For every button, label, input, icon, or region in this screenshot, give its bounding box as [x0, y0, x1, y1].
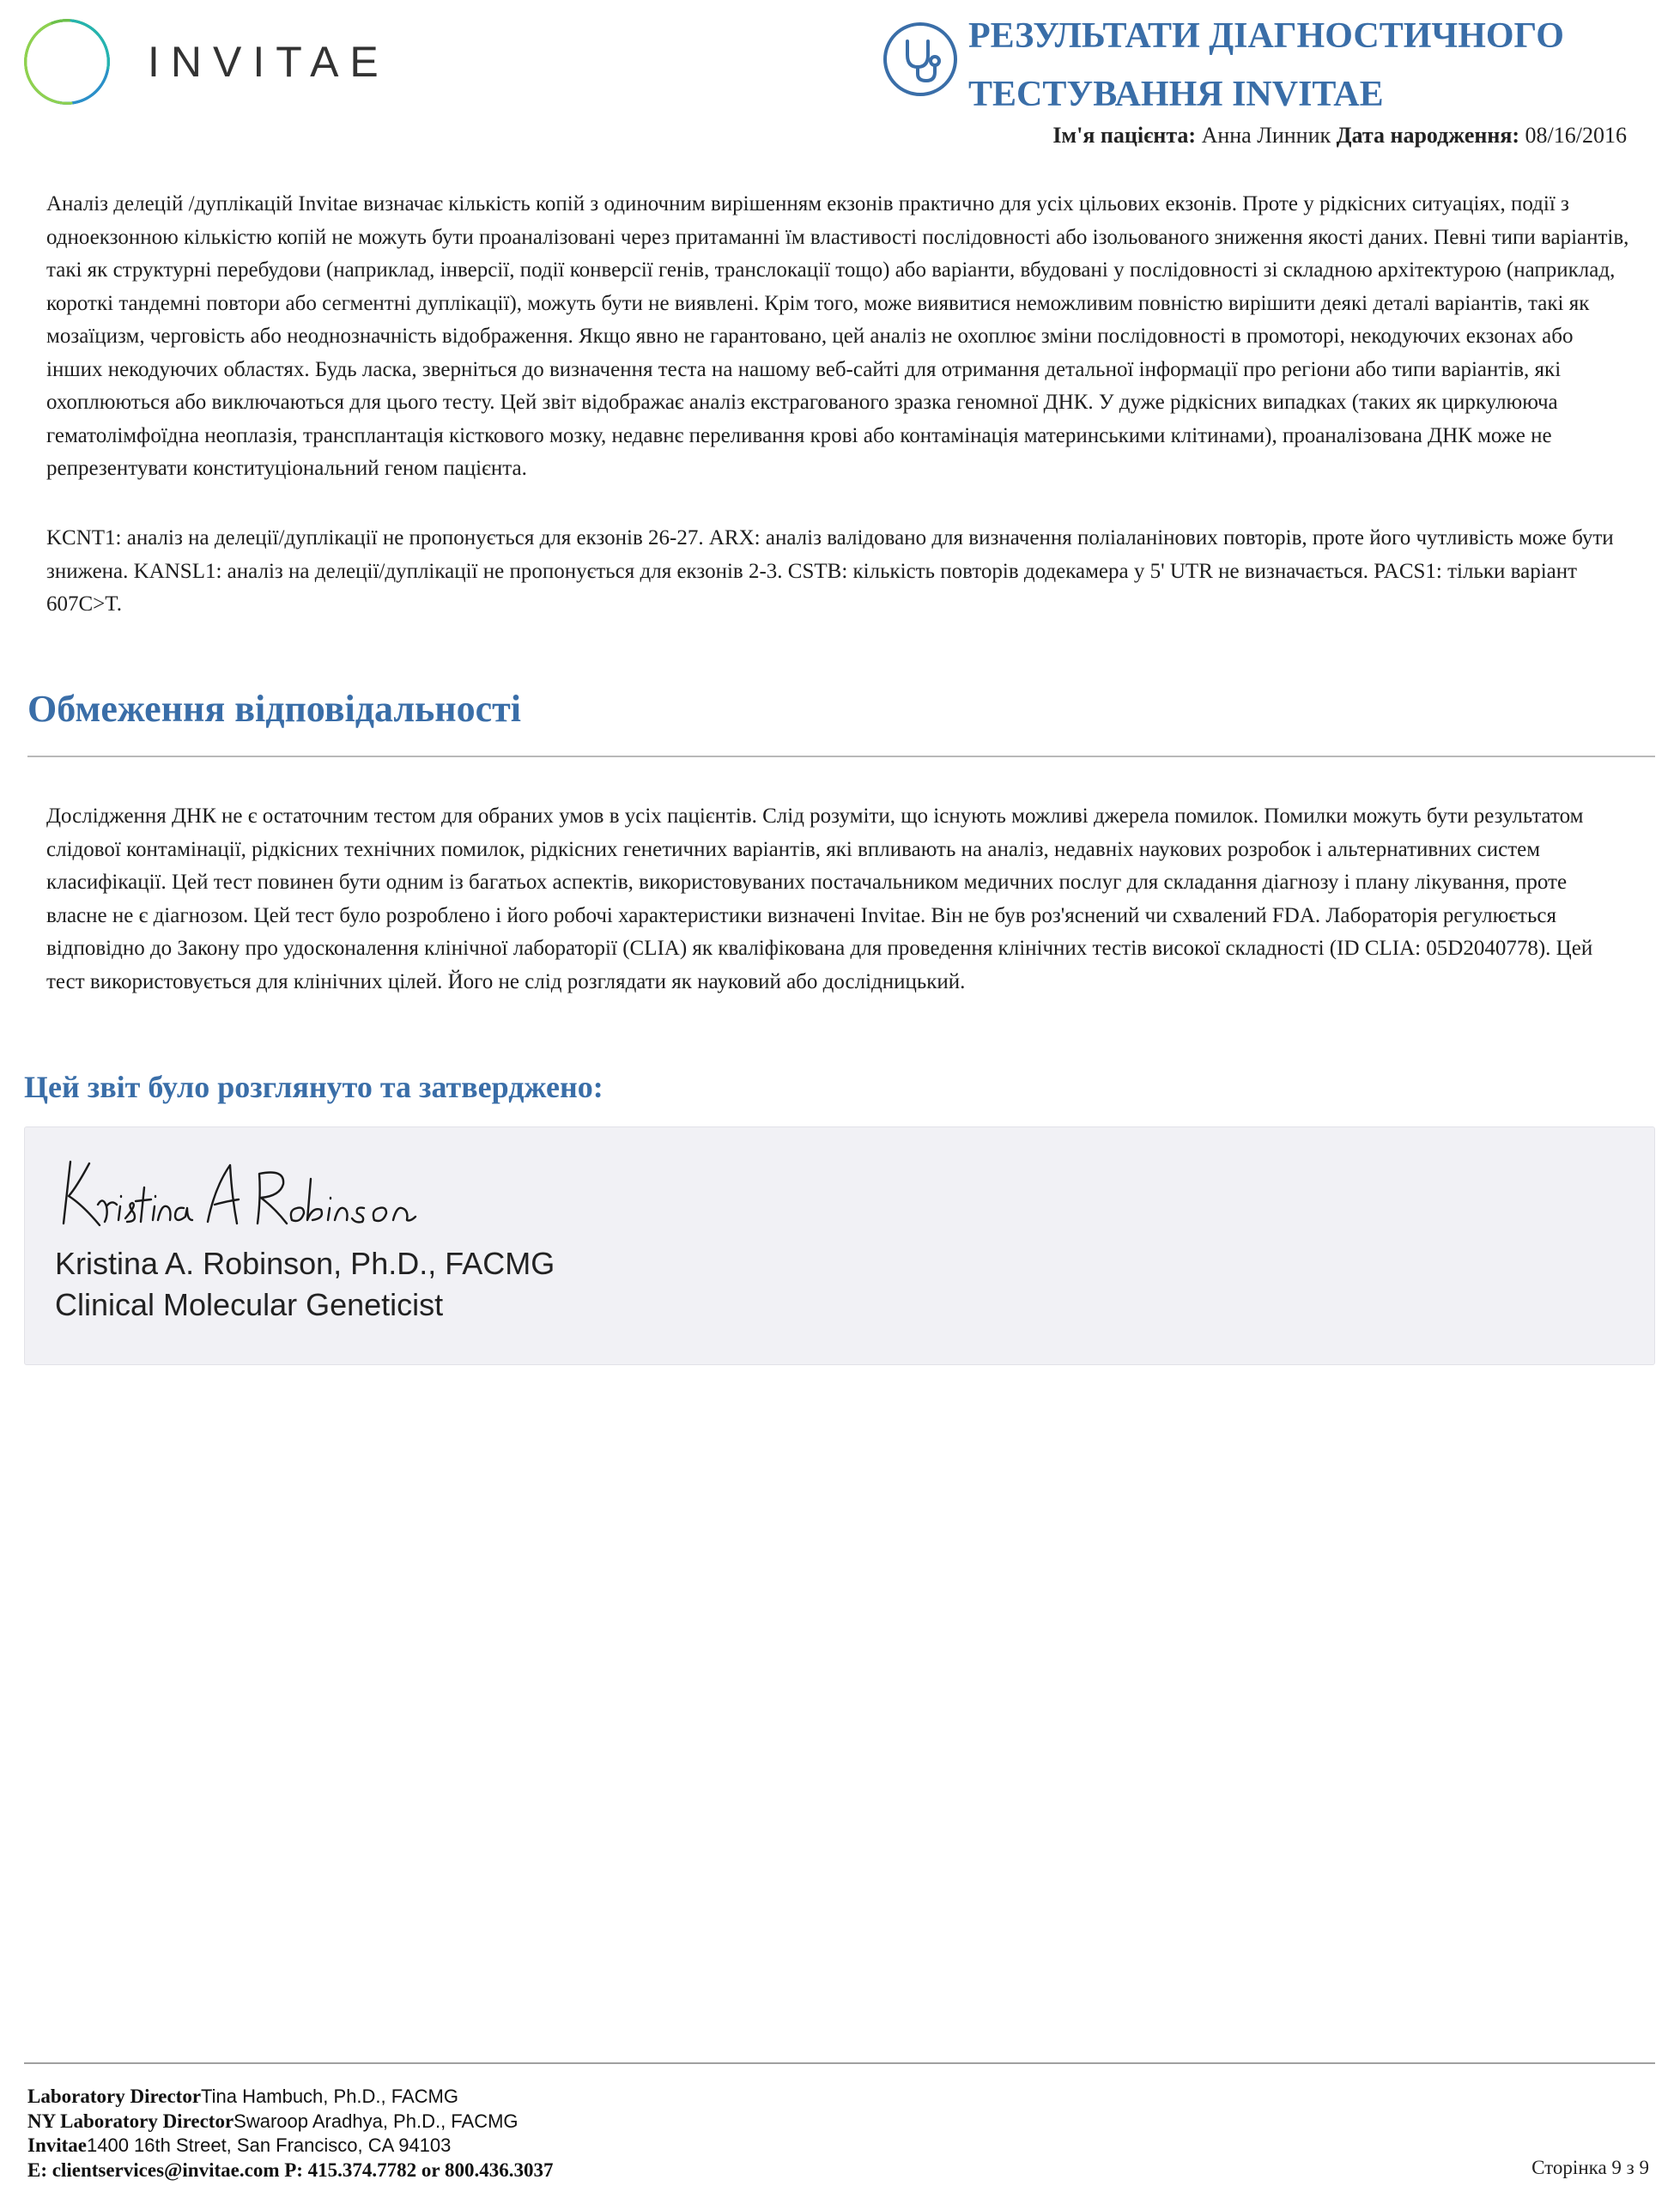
contact-info: E: clientservices@invitae.com P: 415.374.7782 or 800.436.3037 [27, 2159, 554, 2181]
company-address: 1400 16th Street, San Francisco, CA 94103 [87, 2134, 452, 2156]
company-label: Invitae [27, 2134, 87, 2156]
lab-director-name: Tina Hambuch, Ph.D., FACMG [201, 2086, 458, 2107]
signer-name: Kristina A. Robinson, Ph.D., FACMG [55, 1246, 555, 1281]
patient-info [1052, 123, 1627, 149]
disclaimer-title: Обмеження відповідальності [27, 688, 522, 730]
ny-director-name: Swaroop Aradhya, Ph.D., FACMG [234, 2110, 519, 2132]
footer [27, 2085, 553, 2183]
signature-box [24, 1126, 1655, 1365]
dob-label: Дата народження: [1336, 123, 1520, 148]
patient-name-label: Ім'я пацієнта: [1052, 123, 1197, 148]
section-divider [27, 756, 1655, 757]
footer-contact [27, 2159, 553, 2183]
footer-lab-director [27, 2085, 553, 2110]
invitae-logo-icon [17, 12, 117, 112]
ny-director-label: NY Laboratory Director [27, 2110, 234, 2132]
footer-divider [24, 2062, 1655, 2064]
patient-dob: 08/16/2016 [1525, 123, 1627, 148]
invitae-logo-text: INVITAE [148, 38, 390, 86]
reviewed-title: Цей звіт було розглянуто та затверджено: [24, 1070, 603, 1104]
footer-ny-director [27, 2110, 553, 2134]
intro-paragraph: Аналіз делецій /дуплікацій Invitae визначає кількість копій з одиночним вирішенням екзонів практично для усіх цільових екзонів. Проте у рідкісних ситуаціях, події з одноекзонною кількістю копій не можуть бути проаналізовані через притаманні їм властивості послідовності або ізольованого зниження якості даних. Певні типи варіантів, такі як структурні перебудови (наприклад, інверсії, події конверсії генів, транслокації тощо) або варіанти, вбудовані у послідовності зі складною архітектурою (наприклад, короткі тандемні повтори або сегментні дуплікації), можуть бути не виявлені. Крім того, може виявитися неможливим повністю вирішити деякі деталі варіантів, такі як мозаїцизм, черговість або неоднозначність відображення. Якщо явно не гарантовано, цей аналіз не охоплює зміни послідовності в промоторі, некодуючих екзонах або інших некодуючих областях. Будь ласка, зверніться до визначення теста на нашому веб-сайті для отримання детальної інформації про регіони або типи варіантів, які охоплюються або виключаються для цього тесту. Цей звіт відображає аналіз екстрагованого зразка геномної ДНК. У дуже рідкісних випадках (таких як циркулююча гематолімфоїдна неоплазія, трансплантація кісткового мозку, недавнє переливання крові або контамінація материнськими клітинами), проаналізована ДНК може не репрезентувати конституціональний геном пацієнта. [46, 192, 1629, 480]
report-title: РЕЗУЛЬТАТИ ДІАГНОСТИЧНОГО ТЕСТУВАННЯ INVITAE [968, 16, 1564, 114]
page-number: Сторінка 9 з 9 [1531, 2157, 1649, 2178]
invitae-logo [17, 12, 390, 112]
signer-title: Clinical Molecular Geneticist [55, 1287, 444, 1322]
handwritten-signature [55, 1145, 424, 1239]
stethoscope-icon [882, 21, 959, 98]
lab-director-label: Laboratory Director [27, 2086, 202, 2107]
patient-name: Анна Линник [1201, 123, 1331, 148]
footer-address [27, 2134, 553, 2159]
disclaimer-paragraph: Дослідження ДНК не є остаточним тестом для обраних умов в усіх пацієнтів. Слід розуміти, що існують можливі джерела помилок. Помилки можуть бути результатом слідової контамінації, рідкісних технічних помилок, рідкісних генетичних варіантів, які впливають на аналіз, недавніх наукових розробок і альтернативних систем класифікації. Цей тест повинен бути одним із багатьох аспектів, використовуваних постачальником медичних послуг для складання діагнозу і плану лікування, проте власне не є діагнозом. Цей тест було розроблено і його робочі характеристики визначені Invitae. Він не був роз'яснений чи схвалений FDA. Лабораторія регулюється відповідно до Закону про удосконалення клінічної лабораторії (CLIA) як кваліфікована для проведення клінічних тестів високої складності (ID CLIA: 05D2040778). Цей тест використовується для клінічних цілей. Його не слід розглядати як науковий або дослідницький. [46, 805, 1593, 993]
gene-notes-paragraph: KCNT1: аналіз на делеції/дуплікації не пропонується для екзонів 26-27. ARX: аналіз валідовано для визначення поліаланінових повторів, проте його чутливість може бути знижена. KANSL1: аналіз на делеції/дуплікації не пропонується для екзонів 2-3. CSTB: кількість повторів додекамера у 5' UTR не визначається. PACS1: тільки варіант 607C>T. [46, 526, 1614, 616]
